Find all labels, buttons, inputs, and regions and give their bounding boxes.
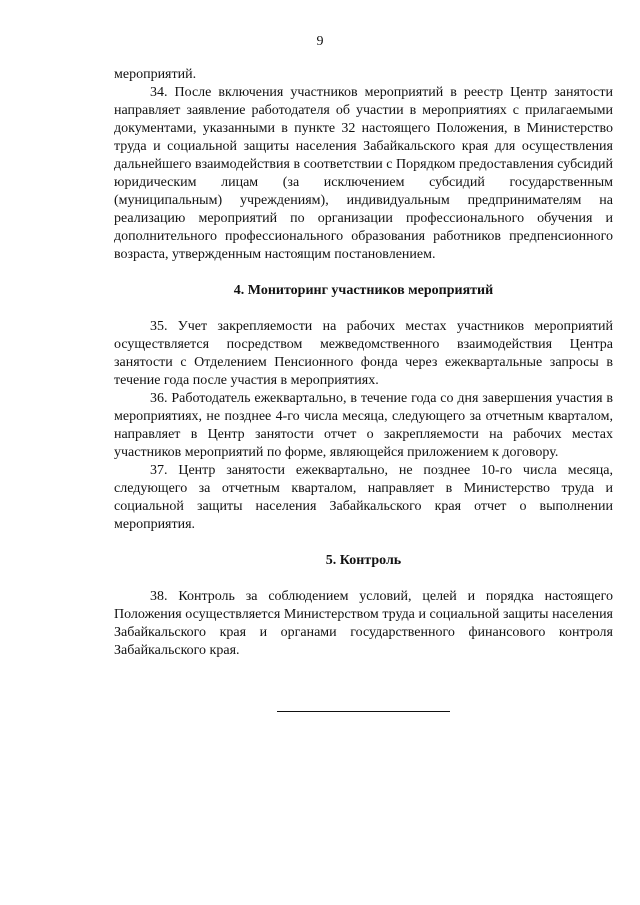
section-4-heading: 4. Мониторинг участников мероприятий	[233, 283, 494, 298]
section-5-heading: 5. Контроль	[325, 553, 402, 568]
paragraph-35: 35. Учет закрепляемости на рабочих местах участников мероприятий осуществляется посредством межведомственного взаимодействия Центра занятости с Отделением Пенсионного фонда через ежеквартальные запросы в течение года после участия в мероприятиях.	[114, 319, 613, 388]
document-body	[114, 66, 613, 660]
spacer	[114, 570, 613, 588]
paragraph-36: 36. Работодатель ежеквартально, в течение года со дня завершения участия в мероприятиях, не позднее 4-го числа месяца, следующего за отчетным кварталом, направляет в Центр занятости отчет о закрепляемости на рабочих местах участников мероприятий по форме, являющейся приложением к договору.	[114, 391, 613, 460]
end-divider-line	[277, 711, 450, 712]
paragraph-34: 34. После включения участников мероприятий в реестр Центр занятости направляет заявление работодателя об участии в мероприятиях с прилагаемыми документами, указанными в пункте 32 настоящего Положения, в Министерство труда и социальной защиты населения Забайкальского края для осуществления дальнейшего взаимодействия в соответствии с Порядком предоставления субсидий юридическим лицам (за исключением субсидий государственным (муниципальным) учреждениям), индивидуальным предпринимателям на реализацию мероприятий по организации профессионального обучения и дополнительного профессионального образования работников предпенсионного возраста, утвержденным настоящим постановлением.	[114, 85, 613, 262]
page-number: 9	[316, 34, 324, 49]
spacer	[114, 264, 613, 282]
spacer	[114, 534, 613, 552]
paragraph-37: 37. Центр занятости ежеквартально, не позднее 10-го числа месяца, следующего за отчетным кварталом, направляет в Министерство труда и социальной защиты населения Забайкальского края отчет о выполнении мероприятия.	[114, 463, 613, 532]
spacer	[114, 300, 613, 318]
paragraph-continuation: мероприятий.	[114, 67, 197, 82]
paragraph-38: 38. Контроль за соблюдением условий, целей и порядка настоящего Положения осуществляется Министерством труда и социальной защиты населения Забайкальского края и органами государственного финансового контроля Забайкальского края.	[114, 589, 613, 658]
